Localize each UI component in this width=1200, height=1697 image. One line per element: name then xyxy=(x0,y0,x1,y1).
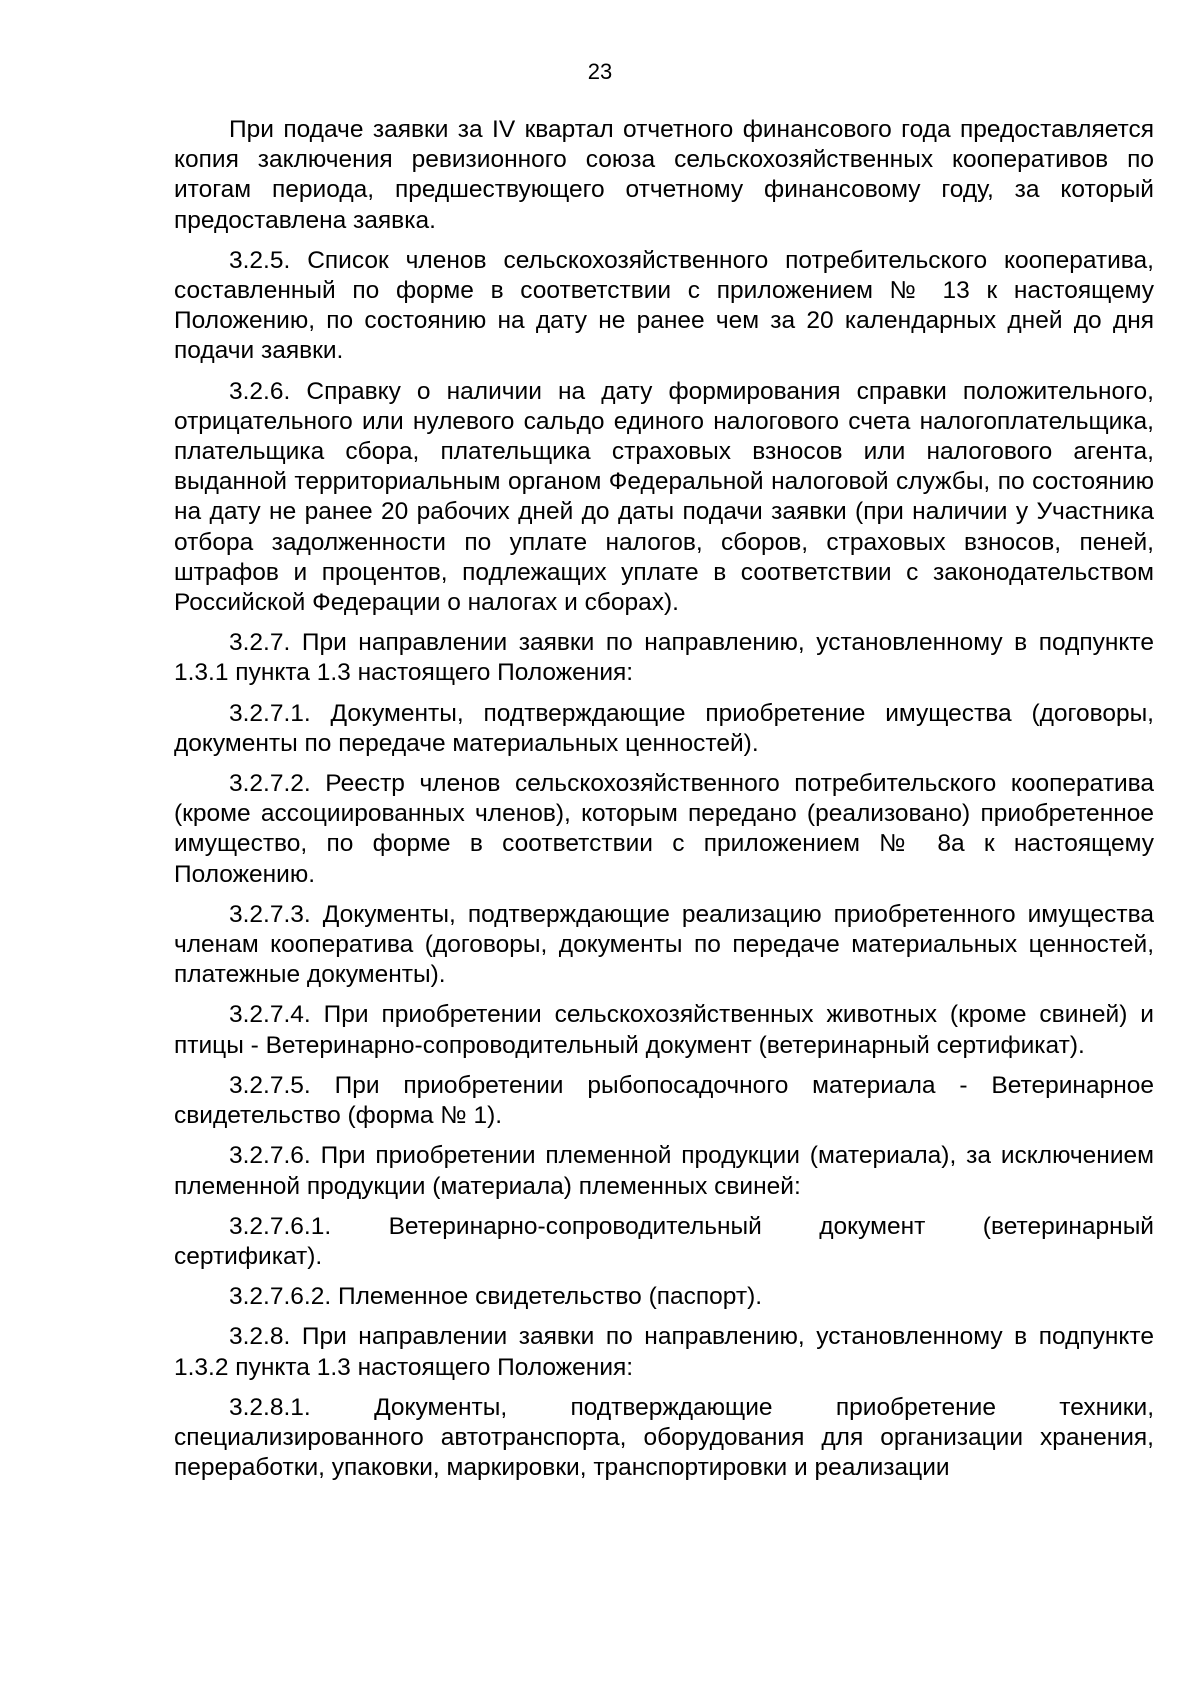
paragraph-3-2-8: 3.2.8. При направлении заявки по направлению, установленному в подпункте 1.3.2 пункта 1.3 настоящего Положения: xyxy=(174,1323,1154,1381)
paragraph-quarter-iv-report: При подаче заявки за IV квартал отчетного финансового года предоставляется копия заключения ревизионного союза сельскохозяйственных кооперативов по итогам периода, предшествующего отчетному финансовому году, за который предоставлена заявка. xyxy=(174,116,1154,234)
paragraph-3-2-7-1: 3.2.7.1. Документы, подтверждающие приобретение имущества (договоры, документы по передаче материальных ценностей). xyxy=(174,699,1154,757)
paragraph-3-2-8-1: 3.2.8.1. Документы, подтверждающие приобретение техники, специализированного автотранспорта, оборудования для организации хранения, переработки, упаковки, маркировки, транспортировки и реализации xyxy=(174,1393,1154,1482)
paragraph-3-2-7-5: 3.2.7.5. При приобретении рыбопосадочного материала - Ветеринарное свидетельство (форма № 1). xyxy=(174,1071,1154,1130)
document-body xyxy=(174,115,1154,1493)
paragraph-3-2-7-6-2: 3.2.7.6.2. Племенное свидетельство (паспорт). xyxy=(229,1283,763,1311)
paragraph-3-2-7-4: 3.2.7.4. При приобретении сельскохозяйственных животных (кроме свиней) и птицы - Ветеринарно-сопроводительный документ (ветеринарный сертификат). xyxy=(174,1001,1154,1059)
paragraph-3-2-7: 3.2.7. При направлении заявки по направлению, установленному в подпункте 1.3.1 пункта 1.3 настоящего Положения: xyxy=(174,629,1154,687)
paragraph-3-2-7-6-1: 3.2.7.6.1. Ветеринарно-сопроводительный документ (ветеринарный сертификат). xyxy=(174,1212,1154,1270)
paragraph-3-2-6: 3.2.6. Справку о наличии на дату формирования справки положительного, отрицательного или нулевого сальдо единого налогового счета налогоплательщика, плательщика сбора, плательщика страховых взносов или налогового агента, выданной территориальным органом Федеральной налоговой службы, по состоянию на дату не ранее 20 рабочих дней до даты подачи заявки (при наличии у Участника отбора задолженности по уплате налогов, сборов, страховых взносов, пеней, штрафов и процентов, подлежащих уплате в соответствии с законодательством Российской Федерации о налогах и сборах). xyxy=(174,377,1154,617)
paragraph-3-2-5: 3.2.5. Список членов сельскохозяйственного потребительского кооператива, составленный по форме в соответствии с приложением № 13 к настоящему Положению, по состоянию на дату не ранее чем за 20 календарных дней до дня подачи заявки. xyxy=(174,246,1154,365)
paragraph-3-2-7-2: 3.2.7.2. Реестр членов сельскохозяйственного потребительского кооператива (кроме ассоциированных членов), которым передано (реализовано) приобретенное имущество, по форме в соответствии с приложением № 8а к настоящему Положению. xyxy=(174,770,1154,888)
paragraph-3-2-7-6: 3.2.7.6. При приобретении племенной продукции (материала), за исключением племенной продукции (материала) племенных свиней: xyxy=(174,1142,1154,1200)
paragraph-3-2-7-3: 3.2.7.3. Документы, подтверждающие реализацию приобретенного имущества членам кооператива (договоры, документы по передаче материальных ценностей, платежные документы). xyxy=(174,900,1154,989)
page-number: 23 xyxy=(587,59,613,84)
